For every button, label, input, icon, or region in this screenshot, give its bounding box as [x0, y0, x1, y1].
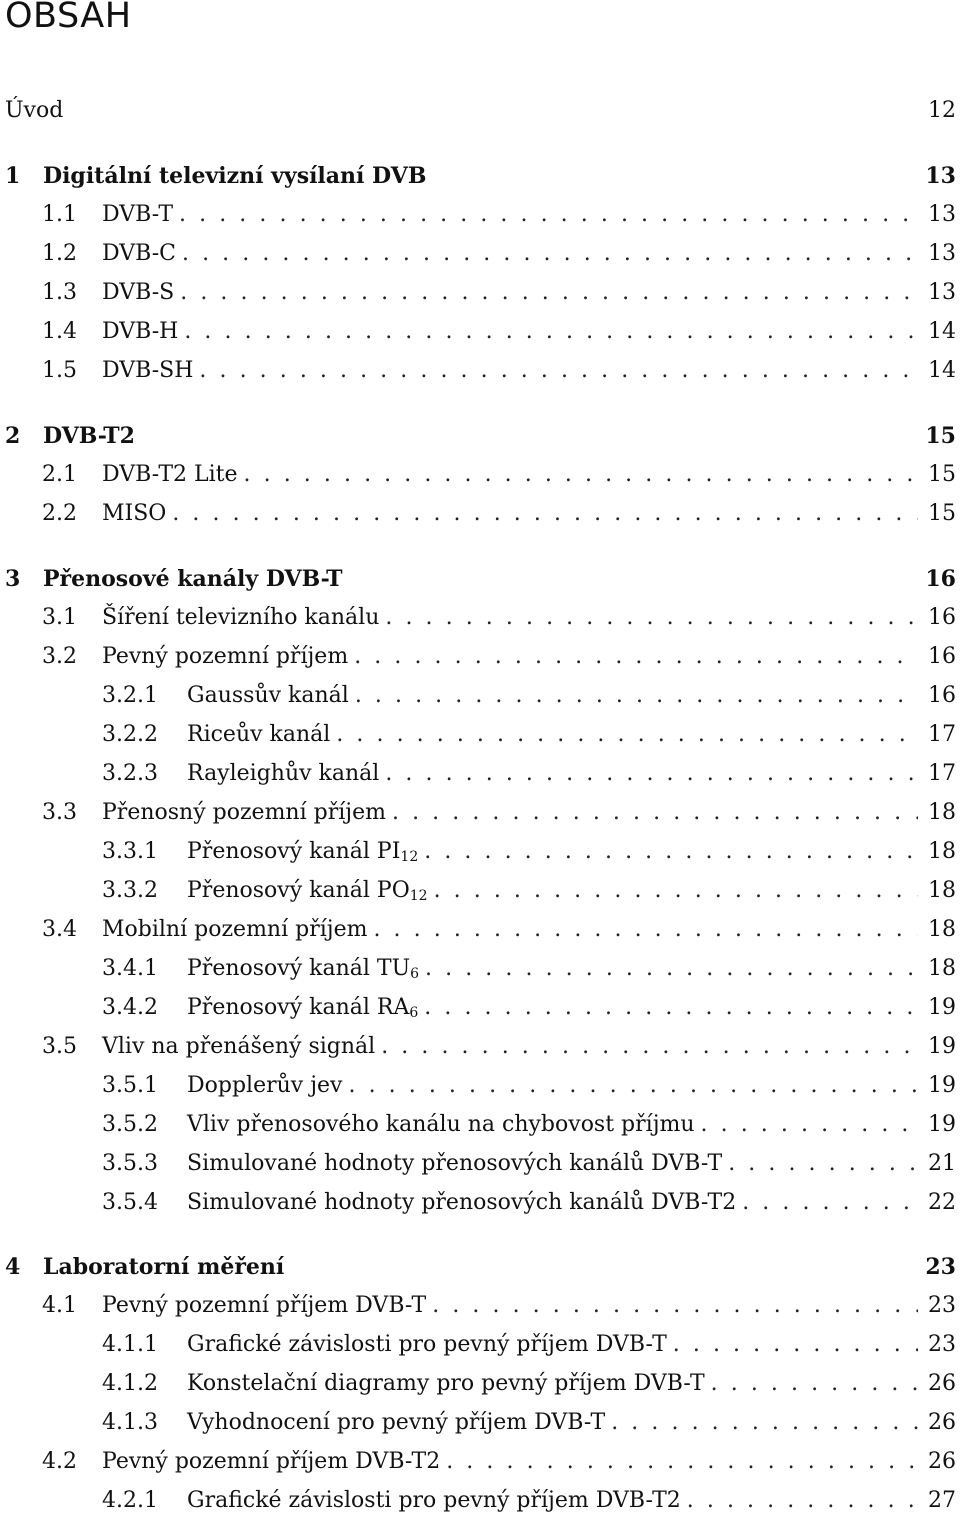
toc-entry-number: 3.2.1: [102, 683, 158, 708]
toc-entry-number: 3.5.4: [102, 1190, 158, 1215]
toc-entry-title: [187, 1330, 667, 1360]
toc-entry[interactable]: [0, 837, 956, 867]
toc-entry-title-text: DVB-T: [102, 202, 174, 227]
toc-entry-title: [43, 1252, 284, 1282]
toc-entry-title-text: Simulované hodnoty přenosových kanálů DVB-T: [187, 1151, 723, 1176]
toc-leader-dots: [424, 993, 918, 1023]
toc-entry-number: 3.3.1: [102, 839, 158, 864]
toc-entry-number: 3.4.1: [102, 956, 158, 981]
toc-entry-page-number: 15: [928, 501, 956, 526]
toc-entry[interactable]: [0, 96, 956, 126]
toc-entry-title-text: Vliv na přenášený signál: [102, 1034, 376, 1059]
toc-entry-number: 3.5.3: [102, 1151, 158, 1176]
toc-entry[interactable]: [0, 1447, 956, 1477]
toc-entry-title: [102, 356, 193, 386]
toc-entry-title-text: Pevný pozemní příjem DVB-T2: [102, 1449, 441, 1474]
toc-entry[interactable]: [0, 317, 956, 347]
toc-leader-dots: [728, 1149, 918, 1179]
toc-entry-number: 4.1.1: [102, 1332, 158, 1357]
toc-entry[interactable]: [0, 954, 956, 984]
toc-leader-dots: [434, 876, 918, 906]
toc-leader-dots: [179, 200, 918, 230]
toc-entry-number: 3.4.2: [102, 995, 158, 1020]
toc-entry-number: 1.4: [42, 319, 77, 344]
toc-entry-title-text: DVB-H: [102, 319, 179, 344]
toc-leader-dots: [385, 759, 918, 789]
toc-entry-subscript: 6: [410, 966, 420, 982]
toc-entry-title: [187, 1369, 705, 1399]
toc-entry[interactable]: [0, 603, 956, 633]
toc-entry-title-text: Přenosový kanál PI: [187, 839, 401, 864]
toc-entry-number: 1.5: [42, 358, 77, 383]
toc-entry-page-number: 13: [928, 241, 956, 266]
toc-leader-dots: [425, 954, 918, 984]
toc-entry-title: [187, 1486, 681, 1516]
toc-entry-page-number: 27: [928, 1488, 956, 1513]
toc-entry[interactable]: [0, 720, 956, 750]
toc-entry-title: [102, 278, 174, 308]
toc-entry-title-text: Úvod: [5, 98, 64, 123]
toc-entry[interactable]: [0, 564, 956, 594]
toc-entry-title: [187, 759, 379, 789]
toc-entry-page-number: 15: [925, 423, 956, 449]
toc-entry-page-number: 18: [928, 917, 956, 942]
toc-leader-dots: [424, 837, 918, 867]
toc-entry-title-text: Riceův kanál: [187, 722, 331, 747]
toc-entry-title-text: Přenosové kanály DVB-T: [43, 566, 343, 592]
toc-leader-dots: [385, 603, 918, 633]
toc-entry-title-text: Pevný pozemní příjem: [102, 644, 349, 669]
toc-leader-dots: [673, 1330, 918, 1360]
toc-leader-dots: [687, 1486, 918, 1516]
toc-entry-number: 4: [5, 1254, 21, 1280]
toc-leader-dots: [184, 317, 918, 347]
toc-entry-page-number: 19: [928, 1073, 956, 1098]
toc-leader-dots: [446, 1447, 918, 1477]
toc-entry-page-number: 19: [928, 1112, 956, 1137]
toc-leader-dots: [701, 1110, 918, 1140]
toc-entry-subscript: 12: [400, 849, 419, 865]
toc-entry-title-text: Gaussův kanál: [187, 683, 349, 708]
toc-entry-title-text: Přenosový kanál TU: [187, 956, 411, 981]
toc-entry-number: 3.5: [42, 1034, 77, 1059]
toc-entry-page-number: 22: [928, 1190, 956, 1215]
toc-entry-page-number: 13: [928, 280, 956, 305]
toc-leader-dots: [172, 499, 918, 529]
toc-entry-number: 1.3: [42, 280, 77, 305]
toc-entry-title-text: Konstelační diagramy pro pevný příjem DVB-T: [187, 1371, 705, 1396]
toc-entry[interactable]: [0, 200, 956, 230]
toc-leader-dots: [354, 642, 918, 672]
toc-entry-title-text: Laboratorní měření: [43, 1254, 285, 1280]
toc-entry-subscript: 6: [409, 1005, 419, 1021]
toc-entry-number: 1: [5, 163, 21, 189]
toc-entry-title-text: Rayleighův kanál: [187, 761, 380, 786]
toc-entry[interactable]: [0, 798, 956, 828]
toc-entry-title: [187, 1071, 342, 1101]
toc-entry-page-number: 26: [928, 1449, 956, 1474]
toc-entry-title-text: DVB-T2 Lite: [102, 462, 238, 487]
toc-entry-title: [187, 954, 419, 989]
toc-entry[interactable]: [0, 915, 956, 945]
toc-leader-dots: [711, 1369, 918, 1399]
toc-entry-title: [187, 681, 349, 711]
toc-leader-dots: [199, 356, 918, 386]
toc-entry-title: [102, 1447, 440, 1477]
toc-entry-title: [102, 1032, 375, 1062]
toc-entry-title: [187, 993, 418, 1028]
toc-entry-number: 4.2: [42, 1449, 77, 1474]
toc-entry-number: 3.2.2: [102, 722, 158, 747]
toc-leader-dots: [180, 278, 918, 308]
toc-entry-title: [102, 1291, 426, 1321]
toc-entry-title: [187, 876, 428, 911]
toc-entry[interactable]: [0, 1110, 956, 1140]
toc-entry-page-number: 13: [928, 202, 956, 227]
toc-entry[interactable]: [0, 642, 956, 672]
toc-entry-title-text: DVB-SH: [102, 358, 194, 383]
toc-entry-title-text: Přenosový kanál PO: [187, 878, 410, 903]
toc-entry-number: 4.1: [42, 1293, 77, 1318]
toc-entry-title-text: Mobilní pozemní příjem: [102, 917, 368, 942]
toc-entry[interactable]: [0, 1149, 956, 1179]
toc-entry-title-text: Grafické závislosti pro pevný příjem DVB-T2: [187, 1488, 681, 1513]
toc-entry-title: [187, 1188, 736, 1218]
toc-entry-page-number: 14: [928, 319, 956, 344]
toc-leader-dots: [336, 720, 918, 750]
toc-entry-number: 2: [5, 423, 21, 449]
toc-entry[interactable]: [0, 421, 956, 451]
toc-entry-title: [43, 421, 135, 451]
toc-entry-page-number: 16: [928, 683, 956, 708]
toc-entry-title-text: Přenosný pozemní příjem: [102, 800, 386, 825]
toc-entry-page-number: 19: [928, 995, 956, 1020]
toc-entry-number: 3.3: [42, 800, 77, 825]
toc-entry-title: [102, 499, 166, 529]
toc-leader-dots: [611, 1408, 918, 1438]
toc-leader-dots: [244, 460, 918, 490]
toc-entry-number: 3.5.1: [102, 1073, 158, 1098]
toc-entry-title: [102, 460, 238, 490]
toc-entry-number: 3.4: [42, 917, 77, 942]
toc-entry[interactable]: [0, 1188, 956, 1218]
toc-leader-dots: [742, 1188, 918, 1218]
toc-entry-number: 3.1: [42, 605, 77, 630]
toc-entry[interactable]: [0, 993, 956, 1023]
toc-entry[interactable]: [0, 278, 956, 308]
toc-entry-page-number: 13: [925, 163, 956, 189]
toc-entry-number: 4.1.3: [102, 1410, 158, 1435]
toc-entry-title: [102, 239, 176, 269]
toc-entry-number: 4.1.2: [102, 1371, 158, 1396]
toc-entry-page-number: 18: [928, 878, 956, 903]
toc-entry[interactable]: [0, 239, 956, 269]
toc-entry-title: [5, 96, 63, 126]
toc-entry[interactable]: [0, 1330, 956, 1360]
toc-entry-title-text: Pevný pozemní příjem DVB-T: [102, 1293, 427, 1318]
toc-entry[interactable]: [0, 1291, 956, 1321]
toc-entry-page-number: 23: [925, 1254, 956, 1280]
toc-entry-page-number: 15: [928, 462, 956, 487]
toc-entry-page-number: 18: [928, 800, 956, 825]
toc-entry-title-text: Šíření televizního kanálu: [102, 605, 380, 630]
toc-leader-dots: [392, 798, 918, 828]
toc-entry-number: 1.1: [42, 202, 77, 227]
page-title: OBSAH: [5, 0, 132, 36]
toc-entry[interactable]: [0, 1032, 956, 1062]
toc-entry-page-number: 26: [928, 1410, 956, 1435]
toc-entry[interactable]: [0, 876, 956, 906]
toc-entry-page-number: 12: [928, 98, 956, 123]
toc-entry[interactable]: [0, 499, 956, 529]
toc-entry-title-text: Digitální televizní vysílaní DVB: [43, 163, 427, 189]
toc-entry-number: 3.2: [42, 644, 77, 669]
toc-entry[interactable]: [0, 1486, 956, 1516]
toc-entry-title-text: Grafické závislosti pro pevný příjem DVB-T: [187, 1332, 667, 1357]
toc-entry-title: [102, 317, 178, 347]
toc-entry-number: 3: [5, 566, 21, 592]
toc-entry-number: 2.1: [42, 462, 77, 487]
toc-entry[interactable]: [0, 161, 956, 191]
toc-leader-dots: [432, 1291, 918, 1321]
toc-entry[interactable]: [0, 759, 956, 789]
toc-entry-number: 4.2.1: [102, 1488, 158, 1513]
toc-entry-page-number: 17: [928, 722, 956, 747]
toc-entry[interactable]: [0, 356, 956, 386]
toc-entry-title: [43, 564, 342, 594]
toc-entry-number: 3.5.2: [102, 1112, 158, 1137]
toc-entry-title: [102, 915, 367, 945]
toc-entry-title: [187, 1149, 722, 1179]
toc-entry-title: [43, 161, 426, 191]
toc-entry-page-number: 16: [928, 605, 956, 630]
toc-entry-page-number: 21: [928, 1151, 956, 1176]
toc-entry-title: [187, 837, 418, 872]
toc-entry-title: [187, 720, 330, 750]
toc-entry-title-text: Simulované hodnoty přenosových kanálů DVB-T2: [187, 1190, 737, 1215]
toc-leader-dots: [373, 915, 918, 945]
toc-leader-dots: [381, 1032, 918, 1062]
toc-entry-title: [187, 1408, 605, 1438]
toc-leader-dots: [355, 681, 918, 711]
toc-entry-title: [102, 798, 386, 828]
toc-entry-title-text: Přenosový kanál RA: [187, 995, 410, 1020]
toc-entry[interactable]: [0, 1369, 956, 1399]
toc-leader-dots: [182, 239, 918, 269]
toc-entry-title: [102, 200, 173, 230]
toc-entry-page-number: 23: [928, 1293, 956, 1318]
toc-entry[interactable]: [0, 1071, 956, 1101]
toc-entry-page-number: 23: [928, 1332, 956, 1357]
toc-entry-page-number: 16: [928, 644, 956, 669]
toc-entry-page-number: 18: [928, 839, 956, 864]
toc-entry-title: [102, 603, 379, 633]
toc-entry[interactable]: [0, 681, 956, 711]
toc-entry[interactable]: [0, 1252, 956, 1282]
toc-entry-title: [102, 642, 348, 672]
toc-entry-title-text: DVB-T2: [43, 423, 135, 449]
toc-entry-page-number: 26: [928, 1371, 956, 1396]
toc-entry-title-text: DVB-C: [102, 241, 176, 266]
toc-entry[interactable]: [0, 460, 956, 490]
toc-entry-title-text: DVB-S: [102, 280, 175, 305]
toc-entry-page-number: 19: [928, 1034, 956, 1059]
toc-entry-number: 3.3.2: [102, 878, 158, 903]
toc-entry-title: [187, 1110, 695, 1140]
toc-entry-page-number: 17: [928, 761, 956, 786]
toc-entry-page-number: 18: [928, 956, 956, 981]
toc-entry-page-number: 14: [928, 358, 956, 383]
toc-entry-number: 1.2: [42, 241, 77, 266]
toc-entry-title-text: Vliv přenosového kanálu na chybovost příjmu: [187, 1112, 695, 1137]
toc-entry-number: 3.2.3: [102, 761, 158, 786]
toc-entry[interactable]: [0, 1408, 956, 1438]
toc-entry-title-text: MISO: [102, 501, 167, 526]
toc-entry-title-text: Dopplerův jev: [187, 1073, 343, 1098]
toc-entry-page-number: 16: [925, 566, 956, 592]
toc-entry-number: 2.2: [42, 501, 77, 526]
toc-entry-title-text: Vyhodnocení pro pevný příjem DVB-T: [187, 1410, 606, 1435]
toc-entry-subscript: 12: [409, 888, 428, 904]
toc-leader-dots: [348, 1071, 918, 1101]
